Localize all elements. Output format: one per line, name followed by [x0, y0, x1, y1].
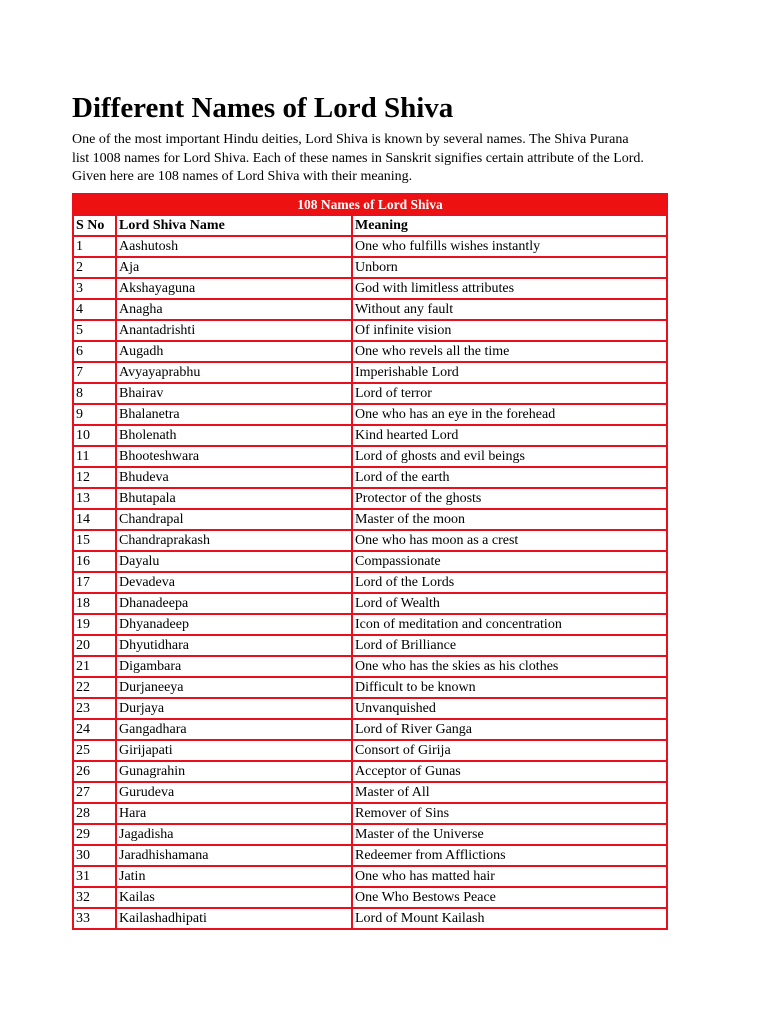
- table-row: [73, 362, 667, 383]
- cell-meaning: Lord of terror: [352, 383, 667, 404]
- cell-serial-number: 4: [73, 299, 116, 320]
- table-row: [73, 677, 667, 698]
- header-serial-number: S No: [73, 215, 116, 236]
- cell-shiva-name: Girijapati: [116, 740, 352, 761]
- cell-meaning: Acceptor of Gunas: [352, 761, 667, 782]
- table-row: [73, 320, 667, 341]
- cell-shiva-name: Bhalanetra: [116, 404, 352, 425]
- cell-shiva-name: Chandraprakash: [116, 530, 352, 551]
- table-row: [73, 383, 667, 404]
- cell-meaning: Lord of Mount Kailash: [352, 908, 667, 929]
- cell-serial-number: 10: [73, 425, 116, 446]
- cell-shiva-name: Bhairav: [116, 383, 352, 404]
- table-row: [73, 530, 667, 551]
- table-row: [73, 236, 667, 257]
- cell-serial-number: 14: [73, 509, 116, 530]
- cell-serial-number: 8: [73, 383, 116, 404]
- table-row: [73, 467, 667, 488]
- table-row: [73, 698, 667, 719]
- table-row: [73, 656, 667, 677]
- cell-meaning: Lord of Wealth: [352, 593, 667, 614]
- table-caption-row: [73, 194, 667, 215]
- intro-line: One of the most important Hindu deities, Lord Shiva is known by several names. The Shiva Purana: [72, 132, 629, 147]
- cell-shiva-name: Avyayaprabhu: [116, 362, 352, 383]
- table-row: [73, 278, 667, 299]
- cell-serial-number: 31: [73, 866, 116, 887]
- cell-shiva-name: Devadeva: [116, 572, 352, 593]
- cell-shiva-name: Kailas: [116, 887, 352, 908]
- cell-serial-number: 23: [73, 698, 116, 719]
- cell-serial-number: 25: [73, 740, 116, 761]
- page-title: Different Names of Lord Shiva: [72, 92, 454, 124]
- cell-meaning: Protector of the ghosts: [352, 488, 667, 509]
- cell-serial-number: 20: [73, 635, 116, 656]
- table-row: [73, 572, 667, 593]
- cell-meaning: Unvanquished: [352, 698, 667, 719]
- table-header-row: [73, 215, 667, 236]
- cell-meaning: Imperishable Lord: [352, 362, 667, 383]
- cell-meaning: One who has matted hair: [352, 866, 667, 887]
- cell-serial-number: 17: [73, 572, 116, 593]
- cell-shiva-name: Hara: [116, 803, 352, 824]
- cell-serial-number: 12: [73, 467, 116, 488]
- table-row: [73, 635, 667, 656]
- cell-serial-number: 19: [73, 614, 116, 635]
- cell-meaning: Compassionate: [352, 551, 667, 572]
- table-row: [73, 740, 667, 761]
- table-row: [73, 404, 667, 425]
- cell-shiva-name: Dhyutidhara: [116, 635, 352, 656]
- cell-meaning: God with limitless attributes: [352, 278, 667, 299]
- cell-serial-number: 9: [73, 404, 116, 425]
- cell-serial-number: 21: [73, 656, 116, 677]
- cell-serial-number: 13: [73, 488, 116, 509]
- cell-shiva-name: Durjaneeya: [116, 677, 352, 698]
- cell-serial-number: 7: [73, 362, 116, 383]
- cell-shiva-name: Anagha: [116, 299, 352, 320]
- table-row: [73, 761, 667, 782]
- cell-shiva-name: Jagadisha: [116, 824, 352, 845]
- table-row: [73, 887, 667, 908]
- cell-shiva-name: Bhutapala: [116, 488, 352, 509]
- cell-serial-number: 32: [73, 887, 116, 908]
- cell-shiva-name: Digambara: [116, 656, 352, 677]
- table-body: [73, 236, 667, 929]
- cell-serial-number: 18: [73, 593, 116, 614]
- cell-serial-number: 2: [73, 257, 116, 278]
- cell-meaning: Lord of the earth: [352, 467, 667, 488]
- cell-meaning: One who revels all the time: [352, 341, 667, 362]
- cell-meaning: Unborn: [352, 257, 667, 278]
- cell-shiva-name: Augadh: [116, 341, 352, 362]
- cell-meaning: Lord of Brilliance: [352, 635, 667, 656]
- cell-shiva-name: Jatin: [116, 866, 352, 887]
- header-shiva-name: Lord Shiva Name: [116, 215, 352, 236]
- cell-shiva-name: Bhooteshwara: [116, 446, 352, 467]
- cell-meaning: Consort of Girija: [352, 740, 667, 761]
- shiva-names-table: [72, 193, 668, 930]
- cell-shiva-name: Bhudeva: [116, 467, 352, 488]
- table-row: [73, 719, 667, 740]
- table-row: [73, 593, 667, 614]
- cell-shiva-name: Dayalu: [116, 551, 352, 572]
- cell-meaning: Lord of ghosts and evil beings: [352, 446, 667, 467]
- cell-serial-number: 16: [73, 551, 116, 572]
- cell-shiva-name: Gangadhara: [116, 719, 352, 740]
- cell-meaning: One who fulfills wishes instantly: [352, 236, 667, 257]
- cell-meaning: Difficult to be known: [352, 677, 667, 698]
- cell-meaning: Without any fault: [352, 299, 667, 320]
- intro-paragraph: [72, 131, 668, 187]
- intro-line: Given here are 108 names of Lord Shiva with their meaning.: [72, 169, 413, 184]
- cell-serial-number: 29: [73, 824, 116, 845]
- cell-shiva-name: Chandrapal: [116, 509, 352, 530]
- table-row: [73, 908, 667, 929]
- table-row: [73, 803, 667, 824]
- table-row: [73, 341, 667, 362]
- cell-meaning: One who has the skies as his clothes: [352, 656, 667, 677]
- table-caption: 108 Names of Lord Shiva: [73, 194, 667, 215]
- cell-serial-number: 3: [73, 278, 116, 299]
- cell-serial-number: 33: [73, 908, 116, 929]
- table-row: [73, 866, 667, 887]
- header-meaning: Meaning: [352, 215, 667, 236]
- cell-meaning: Master of All: [352, 782, 667, 803]
- cell-shiva-name: Aashutosh: [116, 236, 352, 257]
- cell-meaning: Of infinite vision: [352, 320, 667, 341]
- cell-shiva-name: Jaradhishamana: [116, 845, 352, 866]
- cell-shiva-name: Bholenath: [116, 425, 352, 446]
- cell-serial-number: 30: [73, 845, 116, 866]
- cell-shiva-name: Akshayaguna: [116, 278, 352, 299]
- cell-serial-number: 27: [73, 782, 116, 803]
- table-row: [73, 299, 667, 320]
- cell-shiva-name: Gunagrahin: [116, 761, 352, 782]
- cell-serial-number: 15: [73, 530, 116, 551]
- cell-shiva-name: Durjaya: [116, 698, 352, 719]
- cell-serial-number: 26: [73, 761, 116, 782]
- cell-shiva-name: Dhanadeepa: [116, 593, 352, 614]
- table-row: [73, 845, 667, 866]
- cell-serial-number: 24: [73, 719, 116, 740]
- table-row: [73, 425, 667, 446]
- cell-shiva-name: Aja: [116, 257, 352, 278]
- cell-serial-number: 28: [73, 803, 116, 824]
- cell-meaning: Remover of Sins: [352, 803, 667, 824]
- cell-meaning: Kind hearted Lord: [352, 425, 667, 446]
- table-row: [73, 551, 667, 572]
- cell-meaning: Lord of the Lords: [352, 572, 667, 593]
- table-row: [73, 257, 667, 278]
- cell-serial-number: 5: [73, 320, 116, 341]
- cell-meaning: One who has moon as a crest: [352, 530, 667, 551]
- cell-meaning: Master of the Universe: [352, 824, 667, 845]
- cell-serial-number: 22: [73, 677, 116, 698]
- table-row: [73, 824, 667, 845]
- table-row: [73, 509, 667, 530]
- cell-shiva-name: Anantadrishti: [116, 320, 352, 341]
- cell-serial-number: 6: [73, 341, 116, 362]
- table-row: [73, 782, 667, 803]
- cell-meaning: Redeemer from Afflictions: [352, 845, 667, 866]
- intro-line: list 1008 names for Lord Shiva. Each of these names in Sanskrit signifies certain attribute of the Lord.: [72, 150, 644, 166]
- cell-meaning: Master of the moon: [352, 509, 667, 530]
- cell-shiva-name: Dhyanadeep: [116, 614, 352, 635]
- cell-meaning: One Who Bestows Peace: [352, 887, 667, 908]
- table-row: [73, 446, 667, 467]
- cell-meaning: Icon of meditation and concentration: [352, 614, 667, 635]
- cell-serial-number: 11: [73, 446, 116, 467]
- table-row: [73, 614, 667, 635]
- cell-meaning: Lord of River Ganga: [352, 719, 667, 740]
- cell-shiva-name: Kailashadhipati: [116, 908, 352, 929]
- cell-serial-number: 1: [73, 236, 116, 257]
- cell-meaning: One who has an eye in the forehead: [352, 404, 667, 425]
- table-row: [73, 488, 667, 509]
- cell-shiva-name: Gurudeva: [116, 782, 352, 803]
